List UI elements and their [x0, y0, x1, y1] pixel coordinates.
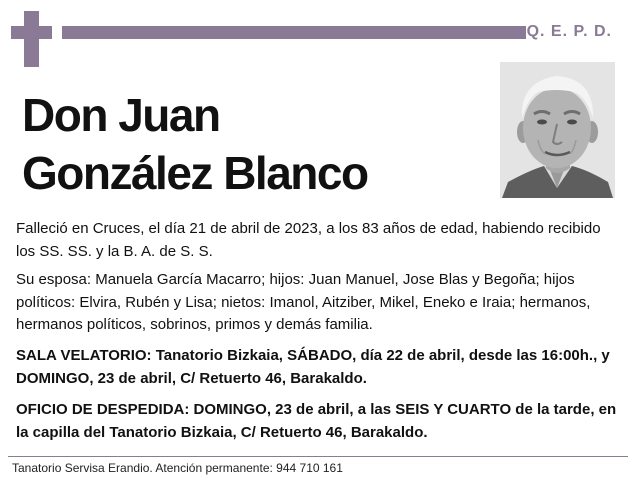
- portrait-photo-icon: [500, 62, 615, 198]
- header-bar: [62, 26, 526, 39]
- portrait-photo: [500, 62, 615, 198]
- deceased-name: [22, 86, 368, 202]
- qepd-label: Q. E. P. D.: [526, 23, 612, 40]
- wake-room-paragraph: SALA VELATORIO: Tanatorio Bizkaia, SÁBADO, día 22 de abril, desde las 16:00h., y DOMINGO, 23 de abril, C/ Retuerto 46, Barakaldo.: [16, 347, 610, 387]
- cross-icon-horizontal: [11, 26, 52, 39]
- funeral-service-paragraph: OFICIO DE DESPEDIDA: DOMINGO, 23 de abril, a las SEIS Y CUARTO de la tarde, en la capilla del Tanatorio Bizkaia, C/ Retuerto 46, Barakaldo.: [16, 401, 617, 441]
- footer-contact: Tanatorio Servisa Erandio. Atención permanente: 944 710 161: [12, 461, 343, 475]
- footer-divider: [8, 456, 628, 457]
- name-line-1: Don Juan: [22, 89, 220, 141]
- cross-icon-vertical: [24, 11, 39, 67]
- name-line-2: González Blanco: [22, 147, 368, 199]
- death-notice-paragraph: Falleció en Cruces, el día 21 de abril de 2023, a los 83 años de edad, habiendo recibido los SS. SS. y la B. A. de S. S.: [16, 220, 601, 260]
- family-paragraph: Su esposa: Manuela García Macarro; hijos: Juan Manuel, Jose Blas y Begoña; hijos políticos: Elvira, Rubén y Lisa; nietos: Imanol, Aitziber, Mikel, Eneko e Iraia; hermanos, hermanos políticos, sobrinos, primos y demás familia.: [16, 271, 591, 333]
